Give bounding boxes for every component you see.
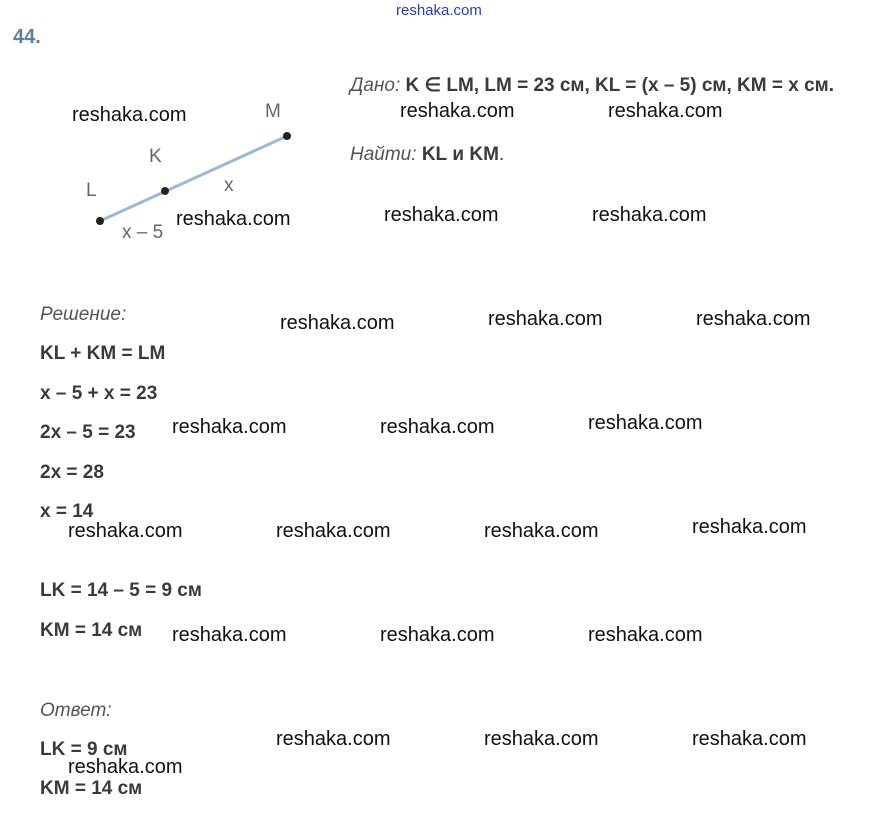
site-header-link[interactable]: reshaka.com [396,2,482,19]
watermark: reshaka.com [484,728,599,750]
label-k: K [149,146,162,167]
result-line: LK = 14 – 5 = 9 см [40,580,202,601]
watermark: reshaka.com [696,308,811,330]
watermark: reshaka.com [588,412,703,434]
watermark: reshaka.com [484,520,599,542]
watermark: reshaka.com [68,520,183,542]
problem-number: 44. [13,26,41,48]
find-block [350,144,504,166]
given-text: K ∈ LM, LM = 23 см, KL = (x – 5) см, KM = x см. [405,75,834,96]
solution-line: KL + KM = LM [40,343,166,364]
watermark: reshaka.com [488,308,603,330]
point-m [283,132,291,140]
answer-line: LK = 9 см [40,739,128,760]
find-kl: KL [421,144,448,165]
solution-line: x – 5 + x = 23 [40,383,158,404]
label-m: M [265,101,281,122]
watermark: reshaka.com [588,624,703,646]
watermark: reshaka.com [592,204,707,226]
watermark: reshaka.com [380,416,495,438]
watermark: reshaka.com [172,416,287,438]
point-k [161,187,169,195]
watermark: reshaka.com [384,204,499,226]
answer-line: KM = 14 см [40,778,143,799]
find-km: KM [469,144,499,165]
label-x: x [224,175,234,196]
watermark: reshaka.com [72,104,187,126]
watermark: reshaka.com [692,516,807,538]
watermark: reshaka.com [280,312,395,334]
label-x-minus-5: x – 5 [122,222,164,243]
solution-line: 2x – 5 = 23 [40,422,136,443]
watermark: reshaka.com [176,208,291,230]
solution-line: x = 14 [40,501,94,522]
watermark: reshaka.com [68,756,183,778]
watermark: reshaka.com [276,728,391,750]
watermark: reshaka.com [276,520,391,542]
given-label: Дано: [350,75,401,96]
point-l [96,217,104,225]
solution-heading: Решение: [40,304,127,325]
label-l: L [86,180,97,201]
watermark: reshaka.com [172,624,287,646]
solution-line: 2x = 28 [40,462,104,483]
find-dot: . [498,144,505,165]
result-line: KM = 14 см [40,620,143,641]
watermark: reshaka.com [400,100,515,122]
find-conj: и [452,144,465,165]
watermark: reshaka.com [692,728,807,750]
find-label: Найти: [350,144,417,165]
answer-heading: Ответ: [40,700,112,721]
watermark: reshaka.com [608,100,723,122]
watermark: reshaka.com [380,624,495,646]
